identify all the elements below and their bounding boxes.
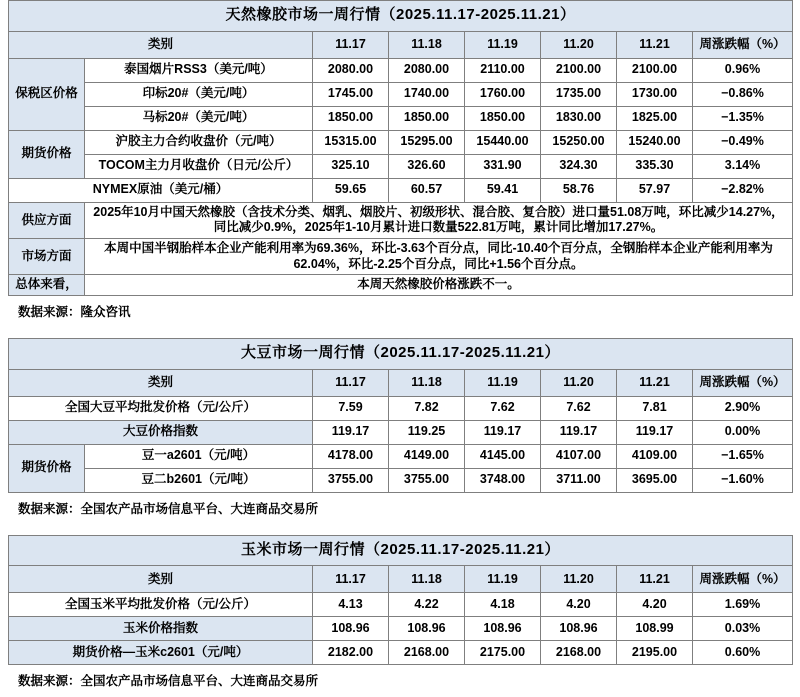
spacer-1 [0, 328, 800, 338]
rubber-row-name: 沪胶主力合约收盘价（元/吨） [85, 130, 313, 154]
corn-header-d4: 11.20 [541, 566, 617, 593]
corn-table-block [8, 535, 792, 697]
soybean-header-change: 周涨跌幅（%） [693, 369, 793, 396]
corn-cell: 4.20 [541, 593, 617, 617]
rubber-supply-text: 2025年10月中国天然橡胶（含技术分类、烟乳、烟胶片、初级形状、混合胶、复合胶）进口量51.08万吨，环比减少14.27%，同比减少0.9%，2025年1-10月累计进口数量522.81万吨，累计同比增加17.27%。 [85, 202, 793, 238]
soybean-cell: 4149.00 [389, 444, 465, 468]
rubber-cell: 2080.00 [389, 58, 465, 82]
corn-change: 0.60% [693, 641, 793, 665]
rubber-row-name: 马标20#（美元/吨） [85, 106, 313, 130]
rubber-cell: 1830.00 [541, 106, 617, 130]
soybean-cell: 4109.00 [617, 444, 693, 468]
corn-cell: 4.20 [617, 593, 693, 617]
soybean-header-d3: 11.19 [465, 369, 541, 396]
corn-row-name: 期货价格—玉米c2601（元/吨） [9, 641, 313, 665]
rubber-row-name: 泰国烟片RSS3（美元/吨） [85, 58, 313, 82]
corn-cell: 108.96 [389, 617, 465, 641]
rubber-cell: 1850.00 [389, 106, 465, 130]
table-row [9, 130, 793, 154]
corn-cell: 108.96 [313, 617, 389, 641]
rubber-cell: 326.60 [389, 154, 465, 178]
rubber-summary-label: 总体来看， [9, 275, 85, 296]
rubber-cell: 1850.00 [313, 106, 389, 130]
corn-source: 数据来源：全国农产品市场信息平台、大连商品交易所 [18, 674, 319, 689]
corn-cell: 2168.00 [389, 641, 465, 665]
soybean-title-row [9, 338, 793, 369]
rubber-cell: 331.90 [465, 154, 541, 178]
rubber-cell: 1850.00 [465, 106, 541, 130]
rubber-cell: 15240.00 [617, 130, 693, 154]
soybean-cell: 3748.00 [465, 468, 541, 492]
soybean-cell: 3711.00 [541, 468, 617, 492]
table-row [9, 82, 793, 106]
rubber-cell: 15315.00 [313, 130, 389, 154]
rubber-cell: 2100.00 [541, 58, 617, 82]
table-row [9, 420, 793, 444]
corn-cell: 108.96 [541, 617, 617, 641]
rubber-change: −0.49% [693, 130, 793, 154]
soybean-row-name: 全国大豆平均批发价格（元/公斤） [9, 396, 313, 420]
rubber-header-d1: 11.17 [313, 31, 389, 58]
corn-cell: 2182.00 [313, 641, 389, 665]
soybean-header-d4: 11.20 [541, 369, 617, 396]
soybean-cell: 7.82 [389, 396, 465, 420]
rubber-cell: 2100.00 [617, 58, 693, 82]
soybean-header-category: 类别 [9, 369, 313, 396]
soybean-cell: 3755.00 [389, 468, 465, 492]
rubber-header-d4: 11.20 [541, 31, 617, 58]
table-row [9, 617, 793, 641]
table-row [9, 468, 793, 492]
soybean-cell: 3755.00 [313, 468, 389, 492]
rubber-table-block [8, 0, 792, 328]
corn-header-d5: 11.21 [617, 566, 693, 593]
soybean-source: 数据来源：全国农产品市场信息平台、大连商品交易所 [18, 501, 319, 516]
corn-change: 0.03% [693, 617, 793, 641]
soybean-header-d2: 11.18 [389, 369, 465, 396]
rubber-change: −0.86% [693, 82, 793, 106]
rubber-cell: 1735.00 [541, 82, 617, 106]
corn-cell: 4.18 [465, 593, 541, 617]
corn-header-d3: 11.19 [465, 566, 541, 593]
rubber-group-label-futures: 期货价格 [9, 130, 85, 178]
soybean-table [8, 338, 793, 493]
rubber-change: −2.82% [693, 178, 793, 202]
rubber-supply-row [9, 202, 793, 238]
corn-title: 玉米市场一周行情（2025.11.17-2025.11.21） [9, 535, 793, 566]
soybean-cell: 7.59 [313, 396, 389, 420]
soybean-title: 大豆市场一周行情（2025.11.17-2025.11.21） [9, 338, 793, 369]
rubber-change: 0.96% [693, 58, 793, 82]
table-row [9, 444, 793, 468]
rubber-header-category: 类别 [9, 31, 313, 58]
rubber-cell: 1740.00 [389, 82, 465, 106]
table-row [9, 593, 793, 617]
soybean-cell: 7.62 [541, 396, 617, 420]
corn-table [8, 535, 793, 666]
rubber-change: −1.35% [693, 106, 793, 130]
soybean-cell: 119.25 [389, 420, 465, 444]
rubber-cell: 57.97 [617, 178, 693, 202]
rubber-cell: 59.65 [313, 178, 389, 202]
soybean-cell: 3695.00 [617, 468, 693, 492]
corn-title-row [9, 535, 793, 566]
corn-header-d1: 11.17 [313, 566, 389, 593]
rubber-header-d3: 11.19 [465, 31, 541, 58]
rubber-row-name: 印标20#（美元/吨） [85, 82, 313, 106]
soybean-change: −1.60% [693, 468, 793, 492]
soybean-cell: 119.17 [465, 420, 541, 444]
soybean-table-block [8, 338, 792, 525]
table-row [9, 58, 793, 82]
spacer-2 [0, 525, 800, 535]
rubber-change: 3.14% [693, 154, 793, 178]
soybean-change: −1.65% [693, 444, 793, 468]
soybean-header-row [9, 369, 793, 396]
rubber-cell: 15295.00 [389, 130, 465, 154]
corn-cell: 2175.00 [465, 641, 541, 665]
soybean-cell: 119.17 [313, 420, 389, 444]
table-row [9, 106, 793, 130]
corn-header-d2: 11.18 [389, 566, 465, 593]
soybean-row-name: 大豆价格指数 [9, 420, 313, 444]
rubber-cell: 2110.00 [465, 58, 541, 82]
soybean-cell: 7.62 [465, 396, 541, 420]
soybean-cell: 4178.00 [313, 444, 389, 468]
corn-change: 1.69% [693, 593, 793, 617]
soybean-cell: 4145.00 [465, 444, 541, 468]
soybean-cell: 119.17 [617, 420, 693, 444]
corn-row-name: 全国玉米平均批发价格（元/公斤） [9, 593, 313, 617]
table-row [9, 154, 793, 178]
soybean-change: 0.00% [693, 420, 793, 444]
rubber-cell: 60.57 [389, 178, 465, 202]
rubber-cell: 335.30 [617, 154, 693, 178]
soybean-change: 2.90% [693, 396, 793, 420]
rubber-cell: 1760.00 [465, 82, 541, 106]
corn-row-name: 玉米价格指数 [9, 617, 313, 641]
corn-cell: 4.22 [389, 593, 465, 617]
rubber-cell: 15440.00 [465, 130, 541, 154]
rubber-summary-text: 本周天然橡胶价格涨跌不一。 [85, 275, 793, 296]
rubber-row-name: TOCOM主力月收盘价（日元/公斤） [85, 154, 313, 178]
rubber-cell: 15250.00 [541, 130, 617, 154]
rubber-cell: 1825.00 [617, 106, 693, 130]
rubber-summary-row [9, 275, 793, 296]
table-row [9, 641, 793, 665]
rubber-title-row [9, 1, 793, 32]
rubber-cell: 1730.00 [617, 82, 693, 106]
rubber-cell: 324.30 [541, 154, 617, 178]
table-row [9, 396, 793, 420]
rubber-cell: 59.41 [465, 178, 541, 202]
rubber-table [8, 0, 793, 296]
soybean-header-d1: 11.17 [313, 369, 389, 396]
rubber-title: 天然橡胶市场一周行情（2025.11.17-2025.11.21） [9, 1, 793, 32]
rubber-header-d2: 11.18 [389, 31, 465, 58]
rubber-market-row [9, 239, 793, 275]
corn-header-category: 类别 [9, 566, 313, 593]
rubber-cell: 325.10 [313, 154, 389, 178]
rubber-header-d5: 11.21 [617, 31, 693, 58]
rubber-header-row [9, 31, 793, 58]
soybean-row-name: 豆二b2601（元/吨） [85, 468, 313, 492]
corn-cell: 2168.00 [541, 641, 617, 665]
soybean-row-name: 豆一a2601（元/吨） [85, 444, 313, 468]
table-row [9, 178, 793, 202]
corn-cell: 108.99 [617, 617, 693, 641]
soybean-cell: 4107.00 [541, 444, 617, 468]
soybean-group-label-futures: 期货价格 [9, 444, 85, 492]
rubber-cell: 2080.00 [313, 58, 389, 82]
rubber-cell: 1745.00 [313, 82, 389, 106]
rubber-source: 数据来源：隆众咨讯 [18, 304, 131, 319]
rubber-market-text: 本周中国半钢胎样本企业产能利用率为69.36%，环比-3.63个百分点，同比-10.40个百分点，全钢胎样本企业产能利用率为62.04%，环比-2.25个百分点，同比+1.56个百分点。 [85, 239, 793, 275]
corn-cell: 4.13 [313, 593, 389, 617]
soybean-cell: 7.81 [617, 396, 693, 420]
corn-header-change: 周涨跌幅（%） [693, 566, 793, 593]
rubber-header-change: 周涨跌幅（%） [693, 31, 793, 58]
rubber-supply-label: 供应方面 [9, 202, 85, 238]
corn-cell: 108.96 [465, 617, 541, 641]
corn-cell: 2195.00 [617, 641, 693, 665]
rubber-cell: 58.76 [541, 178, 617, 202]
rubber-group-label-bonded: 保税区价格 [9, 58, 85, 130]
corn-header-row [9, 566, 793, 593]
soybean-header-d5: 11.21 [617, 369, 693, 396]
soybean-cell: 119.17 [541, 420, 617, 444]
rubber-market-label: 市场方面 [9, 239, 85, 275]
rubber-row-name-nymex: NYMEX原油（美元/桶） [9, 178, 313, 202]
